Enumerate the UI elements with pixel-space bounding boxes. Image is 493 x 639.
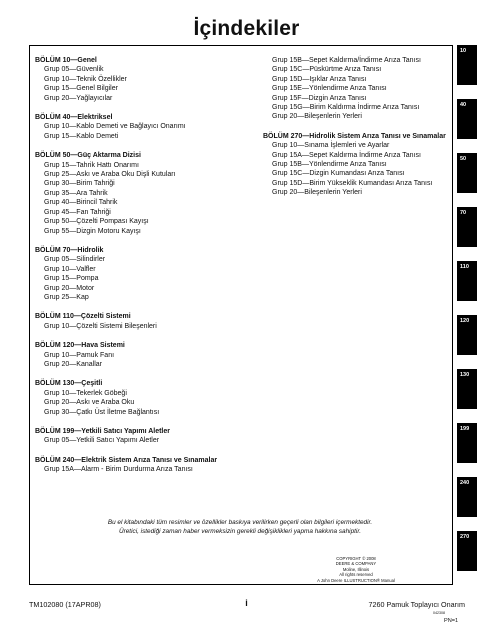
toc-group-entry[interactable]: Grup 10—Pamuk Fanı <box>44 351 115 359</box>
page-pn: PN=1 <box>444 618 459 624</box>
section-tab[interactable]: 240 <box>457 477 477 517</box>
document-code: TM102080 (17APR08) <box>29 600 101 609</box>
toc-group-entry[interactable]: Grup 15C—Dizgin Kumandası Arıza Tanısı <box>272 170 405 178</box>
copyright-line: DEERE & COMPANY <box>335 561 377 567</box>
toc-group-entry[interactable]: Grup 20—Askı ve Araba Oku <box>44 399 135 407</box>
contents-left-column <box>35 56 257 485</box>
toc-group-entry[interactable]: Grup 20—Bileşenlerin Yerleri <box>272 189 362 197</box>
toc-section <box>35 312 257 331</box>
toc-group-entry[interactable]: Grup 15D—Işıklar Arıza Tanısı <box>272 75 367 83</box>
toc-group-entry[interactable]: Grup 20—Yağlayıcılar <box>44 94 113 102</box>
copyright-line: All rights reserved <box>339 572 373 578</box>
contents-box <box>29 45 453 585</box>
toc-section <box>35 379 257 417</box>
toc-section <box>35 246 257 302</box>
toc-group-entry[interactable]: Grup 50—Çözelti Pompası Kayışı <box>44 218 149 226</box>
toc-section <box>35 151 257 236</box>
disclaimer-text: Bu el kitabındaki tüm resimler ve özellikler baskıya verilirken geçerli olan bilgileri içermektedir. Üretici, istediği zaman haber vermeksizin gerekli değişiklikleri yapma hakkına sahiptir. <box>107 519 373 535</box>
toc-group-entry[interactable]: Grup 15B—Yönlendirme Arıza Tanısı <box>272 161 387 169</box>
toc-group-entry[interactable]: Grup 10—Sınama İşlemleri ve Ayarlar <box>272 142 390 150</box>
copyright-notice <box>300 556 412 583</box>
toc-group-entry[interactable]: Grup 10—Kablo Demeti ve Bağlayıcı Onarımı <box>44 123 186 131</box>
section-title[interactable]: BÖLÜM 199—Yetkili Satıcı Yapımı Aletler <box>35 428 170 435</box>
section-tab[interactable]: 270 <box>457 531 477 571</box>
toc-group-entry[interactable]: Grup 10—Tekerlek Göbeği <box>44 389 127 397</box>
section-title[interactable]: BÖLÜM 130—Çeşitli <box>35 380 103 388</box>
section-title[interactable]: BÖLÜM 240—Elektrik Sistem Arıza Tanısı ve Sınamalar <box>35 456 218 464</box>
section-tab[interactable]: 10 <box>457 45 477 85</box>
toc-group-entry[interactable]: Grup 15B—Sepet Kaldırma/İndirme Arıza Tanısı <box>272 57 421 64</box>
toc-group-entry[interactable]: Grup 15D—Birim Yükseklik Kumandası Arıza Tanısı <box>272 179 433 187</box>
toc-section <box>35 427 257 446</box>
page-number: i <box>245 598 248 608</box>
section-tab[interactable]: 120 <box>457 315 477 355</box>
toc-group-entry[interactable]: Grup 25—Askı ve Araba Oku Dişli Kutuları <box>44 171 176 179</box>
section-title[interactable]: BÖLÜM 120—Hava Sistemi <box>35 342 125 350</box>
copyright-line: Moline, Illinois <box>342 566 370 572</box>
section-title[interactable]: BÖLÜM 270—Hidrolik Sistem Arıza Tanısı ve Sınamalar <box>263 132 446 140</box>
toc-group-entry[interactable]: Grup 05—Silindirler <box>44 256 106 264</box>
toc-group-entry[interactable]: Grup 15A—Sepet Kaldırma İndirme Arıza Tanısı <box>272 151 421 159</box>
toc-group-entry[interactable]: Grup 10—Teknik Özellikler <box>44 75 127 83</box>
toc-group-entry[interactable]: Grup 25—Kap <box>44 293 89 301</box>
toc-group-entry[interactable]: Grup 05—Güvenlik <box>44 66 104 74</box>
toc-group-entry[interactable]: Grup 15—Kablo Demeti <box>44 132 119 140</box>
toc-group-entry[interactable]: Grup 15A—Alarm - Birim Durdurma Arıza Tanısı <box>44 466 193 474</box>
contents-right-column <box>263 56 451 208</box>
page-title: İçindekiler <box>193 17 300 40</box>
section-title[interactable]: BÖLÜM 10—Genel <box>35 57 97 64</box>
section-title[interactable]: BÖLÜM 50—Güç Aktarma Dizisi <box>35 152 141 160</box>
toc-section <box>263 132 451 198</box>
toc-section <box>35 113 257 141</box>
toc-group-entry[interactable]: Grup 05—Yetkili Satıcı Yapımı Aletler <box>44 437 160 445</box>
toc-group-entry[interactable]: Grup 20—Kanallar <box>44 360 102 368</box>
copyright-line: COPYRIGHT © 2008 <box>336 556 376 561</box>
toc-group-entry[interactable]: Grup 15—Tahrik Hattı Onarımı <box>44 161 139 169</box>
toc-section <box>35 456 257 475</box>
toc-group-entry[interactable]: Grup 40—Birincil Tahrik <box>44 199 118 207</box>
toc-section <box>263 56 451 122</box>
toc-group-entry[interactable]: Grup 15C—Püskürtme Arıza Tanısı <box>272 66 382 74</box>
toc-group-entry[interactable]: Grup 15F—Dizgin Arıza Tanısı <box>272 94 367 102</box>
toc-group-entry[interactable]: Grup 15—Pompa <box>44 275 99 283</box>
toc-group-entry[interactable]: Grup 55—Dizgin Motoru Kayışı <box>44 227 141 235</box>
toc-group-entry[interactable]: Grup 15G—Birim Kaldırma İndirme Arıza Tanısı <box>272 104 420 112</box>
toc-group-entry[interactable]: Grup 15E—Yönlendirme Arıza Tanısı <box>272 85 387 93</box>
toc-group-entry[interactable]: Grup 20—Motor <box>44 284 95 292</box>
toc-group-entry[interactable]: Grup 10—Valfler <box>44 265 96 273</box>
toc-group-entry[interactable]: Grup 15—Genel Bilgiler <box>44 85 118 93</box>
section-title[interactable]: BÖLÜM 110—Çözelti Sistemi <box>35 313 131 321</box>
section-tab[interactable]: 199 <box>457 423 477 463</box>
toc-group-entry[interactable]: Grup 35—Ara Tahrik <box>44 189 108 197</box>
section-title[interactable]: BÖLÜM 40—Elektriksel <box>35 114 113 122</box>
toc-group-entry[interactable]: Grup 20—Bileşenlerin Yerleri <box>272 113 362 121</box>
toc-group-entry[interactable]: Grup 45—Fan Tahriği <box>44 208 111 216</box>
section-tab[interactable]: 50 <box>457 153 477 193</box>
section-tab[interactable]: 110 <box>457 261 477 301</box>
copyright-line: A John Deere ILLUSTRUCTION® Manual <box>317 577 395 583</box>
toc-section <box>35 341 257 369</box>
section-tab[interactable]: 130 <box>457 369 477 409</box>
toc-group-entry[interactable]: Grup 30—Çatkı Üst İletme Bağlantısı <box>44 408 160 416</box>
toc-section <box>35 56 257 103</box>
section-tab[interactable]: 40 <box>457 99 477 139</box>
book-title: 7260 Pamuk Toplayıcı Onarım <box>368 600 465 609</box>
section-title[interactable]: BÖLÜM 70—Hidrolik <box>35 246 104 254</box>
toc-group-entry[interactable]: Grup 10—Çözelti Sistemi Bileşenleri <box>44 322 157 330</box>
reference-code: 042308 <box>433 611 445 615</box>
toc-group-entry[interactable]: Grup 30—Birim Tahriği <box>44 180 115 188</box>
section-tab[interactable]: 70 <box>457 207 477 247</box>
